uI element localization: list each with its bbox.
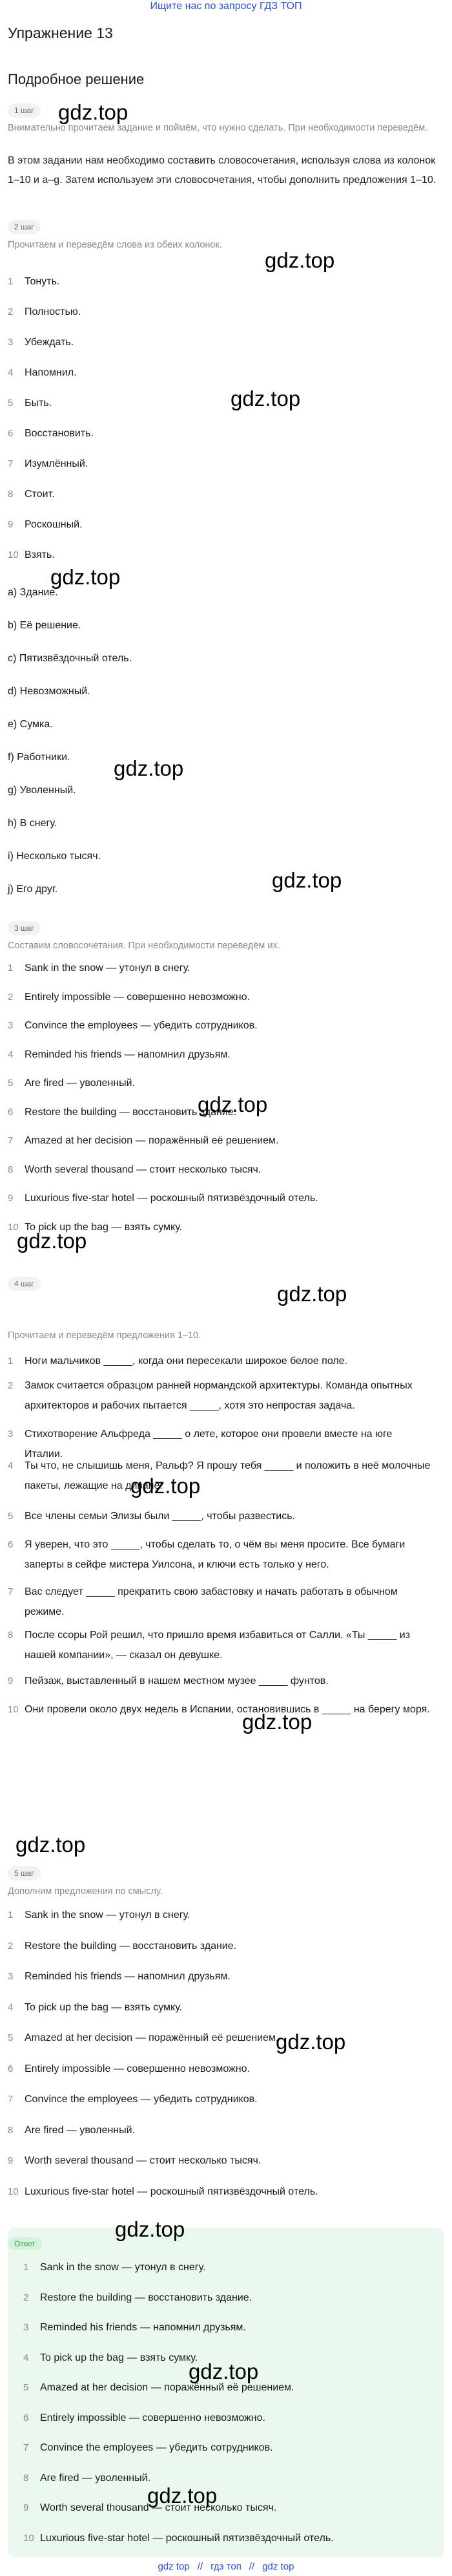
list4-item [8,1699,440,1719]
item-number: 7 [8,1586,14,1597]
list2b-item [8,684,440,699]
footer-sep-2: // [249,2561,255,2572]
listA-item [23,2260,437,2275]
item-number: 3 [8,337,14,348]
item-text: Напомнил. [25,367,77,378]
list2-item [8,456,440,472]
watermark: gdz.top [277,1282,347,1306]
item-number: 2 [23,2292,29,2303]
watermark: gdz.top [276,2030,346,2054]
step5-intro: Дополним предложения по смыслу. [8,1886,163,1897]
item-number: 4 [8,2001,14,2013]
item-number: 4 [8,1460,14,1471]
list4-item [8,1506,440,1526]
listA-item [23,2320,437,2336]
list3-item [8,1133,440,1149]
item-text: To pick up the bag — взять сумку. [25,1221,183,1233]
item-text: Ты что, не слышишь меня, Ральф? Я прошу тебя _____ и положить в неё молочные пакеты, лежащие на диване. [25,1460,431,1491]
list3-item [8,961,440,976]
watermark: gdz.top [15,1833,86,1857]
item-text: Amazed at her decision — поражённый её решением. [25,2032,279,2043]
item-text: Стихотворение Альфреда _____ о лете, которое они провели вместе на юге Италии. [25,1429,393,1460]
item-number: 7 [8,1135,14,1146]
list4-item [8,1671,440,1691]
page-title: Упражнение 13 [8,25,113,41]
step-badge-2: 2 шаг [8,220,41,234]
item-number: 9 [8,1193,14,1204]
list3-item [8,1191,440,1206]
item-text: Worth several thousand — стоит несколько тысяч. [25,2155,262,2166]
list5-item [8,2123,440,2138]
list4-item [8,1351,440,1371]
footer-sep-1: // [197,2561,203,2572]
item-number: 3 [8,1429,14,1440]
list5-item [8,2184,440,2200]
list2-item [8,517,440,533]
item-text: Reminded his friends — напомнил друзьям. [25,1048,231,1060]
item-text: Entirely impossible — совершенно невозможно. [40,2412,265,2423]
item-text: Ноги мальчиков _____, когда они пересекали широкое белое поле. [25,1356,348,1367]
list2-item [8,426,440,442]
item-number: 4 [8,1048,14,1060]
item-number: 5 [8,398,14,409]
item-text: Все члены семьи Элизы были _____, чтобы развестись. [25,1511,295,1522]
watermark: gdz.top [17,1229,87,1253]
list2b-item [8,618,440,633]
item-number: 7 [8,2094,14,2105]
item-text: Worth several thousand — стоит несколько тысяч. [40,2502,277,2513]
item-number: 10 [8,1221,19,1233]
watermark: gdz.top [231,387,301,410]
item-number: 1 [23,2262,29,2273]
list2-item [8,396,440,411]
item-number: 3 [23,2322,29,2333]
watermark: gdz.top [265,248,335,272]
item-number: 4 [8,367,14,378]
item-text: e) Сумка. [8,719,53,730]
item-text: b) Её решение. [8,620,81,631]
step1-intro: Внимательно прочитаем задание и поймём, что нужно сделать. При необходимости переведём. [8,123,428,133]
item-text: Стоит. [25,489,55,500]
item-number: 6 [8,1106,14,1118]
item-text: Полностью. [25,306,81,317]
item-text: Sank in the snow — утонул в снегу. [25,963,190,974]
item-text: Luxurious five-star hotel — роскошный пятизвёздочный отель. [25,1193,318,1204]
item-number: 6 [8,428,14,439]
step4-intro: Прочитаем и переведём предложения 1–10. [8,1330,201,1341]
item-text: После ссоры Рой решил, что пришло время избавиться от Салли. «Ты _____ из нашей компании», — сказал он девушке. [25,1630,411,1661]
item-text: g) Уволенный. [8,785,76,796]
item-text: To pick up the bag — взять сумку. [40,2352,198,2363]
list4-item [8,1535,440,1575]
item-number: 9 [8,1676,14,1687]
item-number: 8 [23,2472,29,2484]
item-number: 10 [8,1704,19,1715]
list5-item [8,1939,440,1954]
listA-item [23,2500,437,2516]
watermark: gdz.top [114,756,184,780]
item-text: a) Здание. [8,587,58,598]
item-number: 1 [8,276,14,287]
list2b-item [8,783,440,798]
item-number: 8 [8,1630,14,1641]
step3-intro: Составим словосочетания. При необходимости переведём их. [8,941,280,951]
watermark: gdz.top [130,1474,201,1498]
list3-item [8,1076,440,1091]
item-text: c) Пятизвёздочный отель. [8,653,132,664]
list4-item [8,1625,440,1665]
item-text: Замок считается образцом ранней нормандской архитектуры. Команда опытных архитекторов и рабочих пытается _____, хотя это непростая задача. [25,1380,413,1411]
item-number: 8 [8,1164,14,1175]
item-number: 6 [8,2063,14,2074]
list5-item [8,2030,440,2046]
item-number: 10 [8,549,19,560]
list2-item [8,548,440,563]
item-text: Luxurious five-star hotel — роскошный пятизвёздочный отель. [40,2532,334,2544]
top-search-link[interactable]: Ищите нас по запросу ГДЗ ТОП [150,1,302,12]
list4-item [8,1582,440,1622]
item-number: 1 [8,1910,14,1921]
item-text: Они провели около двух недель в Испании, остановившись в _____ на берегу моря. [25,1704,430,1715]
list2b-item [8,750,440,765]
item-text: Entirely impossible — совершенно невозможно. [25,2063,250,2074]
listA-item [23,2290,437,2306]
list2b-item [8,882,440,897]
top-banner [0,0,452,14]
item-text: h) В снегу. [8,818,57,829]
item-text: Luxurious five-star hotel — роскошный пятизвёздочный отель. [25,2186,318,2197]
list5-item [8,1969,440,1985]
answer-badge: Ответ [8,2237,42,2250]
item-number: 8 [8,2124,14,2136]
watermark: gdz.top [272,868,342,892]
item-text: Are fired — уволенный. [25,2124,136,2136]
item-text: Restore the building — восстановить здание. [25,1106,237,1118]
answer-box [8,2228,444,2557]
list3-item [8,1018,440,1034]
step1-paragraph: В этом задании нам необходимо составить словосочетания, используя слова из колонок 1–10 и a–g. Затем используем эти словосочетания, чтобы дополнить предложения 1–10. [8,155,437,186]
item-text: Тонуть. [25,276,60,287]
list2b-item [8,717,440,732]
item-text: Восстановить. [25,428,94,439]
item-text: j) Его друг. [8,884,58,895]
listA-item [23,2531,437,2546]
step2-intro: Прочитаем и переведём слова из обеих колонок. [8,240,222,250]
item-number: 6 [8,1539,14,1550]
item-number: 9 [8,2155,14,2166]
item-text: Are fired — уволенный. [40,2472,151,2484]
list3-item [8,990,440,1005]
watermark: gdz.top [198,1092,268,1116]
item-text: Пейзаж, выставленный в нашем местном музее _____ фунтов. [25,1676,329,1687]
item-text: Entirely impossible — совершенно невозможно. [25,991,250,1003]
step-badge-1: 1 шаг [8,103,41,118]
watermark: gdz.top [115,2217,185,2241]
list5-item [8,2000,440,2016]
item-number: 8 [8,489,14,500]
step-badge-5: 5 шаг [8,1866,41,1880]
item-text: Убеждать. [25,337,74,348]
item-number: 5 [23,2382,29,2393]
item-number: 10 [23,2532,34,2544]
list5-item [8,2061,440,2077]
watermark: gdz.top [147,2484,218,2507]
step-badge-4: 4 шаг [8,1277,41,1291]
item-number: 3 [8,1020,14,1031]
footer-link-2[interactable]: гдз топ [211,2561,241,2572]
listA-item [23,2411,437,2426]
item-text: Convince the employees — убедить сотрудников. [25,1020,258,1031]
footer-link-3[interactable]: gdz top [262,2561,294,2572]
list3-item [8,1047,440,1063]
list5-item [8,2092,440,2107]
watermark: gdz.top [189,2359,259,2383]
footer-links [0,2561,452,2572]
item-number: 2 [8,1380,14,1391]
item-text: Amazed at her decision — поражённый её решением. [25,1135,279,1146]
footer-link-1[interactable]: gdz top [158,2561,190,2572]
item-number: 7 [23,2442,29,2453]
item-number: 9 [23,2502,29,2513]
listA-item [23,2440,437,2456]
item-text: Convince the employees — убедить сотрудников. [40,2442,273,2453]
watermark: gdz.top [58,100,128,124]
list2-item [8,487,440,502]
list4-item [8,1456,440,1496]
item-text: To pick up the bag — взять сумку. [25,2001,183,2013]
list4-item [8,1376,440,1416]
item-text: i) Несколько тысяч. [8,851,101,862]
item-number: 9 [8,519,14,530]
list2b-item [8,651,440,666]
list5-item [8,2153,440,2169]
list5-item [8,1908,440,1923]
item-number: 7 [8,458,14,469]
list2-item [8,335,440,350]
item-text: Restore the building — восстановить здание. [25,1940,237,1952]
item-text: Are fired — уволенный. [25,1078,136,1089]
section-subtitle: Подробное решение [8,71,145,87]
list2-item [8,274,440,290]
listA-item [23,2471,437,2486]
item-text: Быть. [25,398,52,409]
list2b-item [8,849,440,864]
item-text: Sank in the snow — утонул в снегу. [25,1910,190,1921]
item-number: 5 [8,2032,14,2043]
item-text: d) Невозможный. [8,686,90,697]
item-text: Изумлённый. [25,458,88,469]
item-number: 3 [8,1971,14,1982]
step-badge-3: 3 шаг [8,921,41,935]
list2b-item [8,816,440,831]
item-text: Reminded his friends — напомнил друзьям. [25,1971,231,1982]
watermark: gdz.top [242,1710,313,1734]
item-text: Convince the employees — убедить сотрудников. [25,2094,258,2105]
item-number: 10 [8,2186,19,2197]
item-text: Sank in the snow — утонул в снегу. [40,2262,206,2273]
item-number: 2 [8,991,14,1003]
item-text: Роскошный. [25,519,83,530]
item-text: Вас следует _____ прекратить свою забастовку и начать работать в обычном режиме. [25,1586,398,1617]
item-text: Reminded his friends — напомнил друзьям. [40,2322,246,2333]
item-number: 2 [8,1940,14,1952]
item-number: 1 [8,1356,14,1367]
list3-item [8,1162,440,1178]
item-text: Amazed at her decision — поражённый её решением. [40,2382,294,2393]
watermark: gdz.top [50,565,121,589]
item-text: Restore the building — восстановить здание. [40,2292,252,2303]
item-text: Worth several thousand — стоит несколько тысяч. [25,1164,262,1175]
item-number: 4 [23,2352,29,2363]
item-number: 1 [8,963,14,974]
item-number: 5 [8,1511,14,1522]
item-text: Я уверен, что это _____, чтобы сделать то, о чём вы меня просите. Все бумаги заперты в сейфе мистера Уилсона, и ключи есть только у него. [25,1539,406,1570]
item-number: 6 [23,2412,29,2423]
list2-item [8,304,440,320]
item-number: 2 [8,306,14,317]
item-text: Взять. [25,549,55,560]
list2-item [8,365,440,381]
item-text: f) Работники. [8,752,70,763]
item-number: 5 [8,1078,14,1089]
